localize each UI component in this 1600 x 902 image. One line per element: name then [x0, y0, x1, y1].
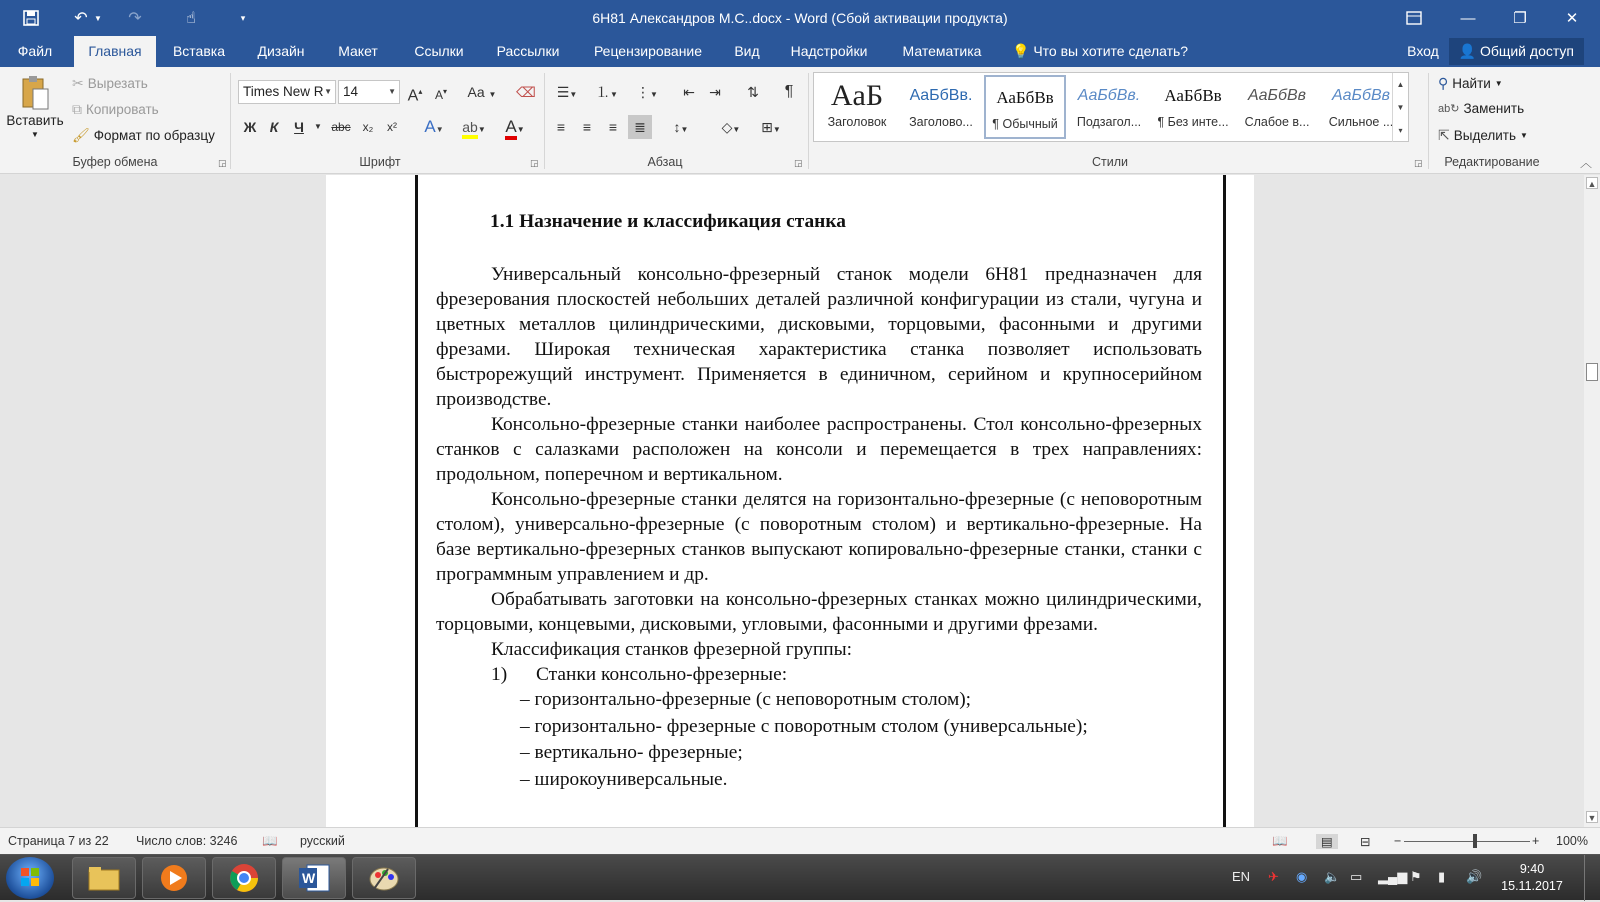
- page-count[interactable]: Страница 7 из 22: [8, 834, 109, 848]
- style-sample: АаБбВв.: [1077, 87, 1141, 104]
- paint-taskbar-button[interactable]: [352, 857, 416, 899]
- multilevel-list-icon[interactable]: ⋮▼: [636, 84, 658, 100]
- tab-home[interactable]: Главная: [74, 36, 156, 67]
- save-icon[interactable]: [16, 0, 46, 36]
- style-name: Сильное ...: [1328, 115, 1394, 129]
- tab-review[interactable]: Рецензирование: [593, 43, 703, 59]
- tab-math[interactable]: Математика: [902, 43, 982, 59]
- format-painter-label: Формат по образцу: [93, 128, 215, 143]
- svg-text:W: W: [302, 870, 316, 886]
- document-page[interactable]: [326, 175, 1254, 827]
- paragraph: Консольно-фрезерные станки делятся на горизонтально-фрезерные (с неповоротным столом), универсально-фрезерные (с поворотным столом) и вертикально-фрезерные. На базе вертикально-фрезерных станков выпускают копировально-фрезерные станки, станки с программным управлением и др.: [436, 489, 1202, 585]
- style-name: Заголовок: [827, 115, 887, 129]
- undo-icon[interactable]: ↶: [74, 10, 88, 27]
- cut-button[interactable]: [72, 75, 148, 92]
- input-language[interactable]: EN: [1232, 869, 1251, 884]
- touch-mode-icon[interactable]: ☝: [186, 10, 196, 27]
- customize-icon[interactable]: ▾: [240, 12, 246, 23]
- taskbar: [0, 854, 1600, 900]
- tab-design[interactable]: Дизайн: [257, 43, 305, 59]
- copy-button[interactable]: [72, 101, 159, 118]
- minimize-icon[interactable]: —: [1460, 9, 1476, 27]
- paragraph: Обрабатывать заготовки на консольно-фрезерных станках можно цилиндрическими, торцовыми, концевыми, дисковыми, угловыми, фасонными и другими фрезами.: [436, 589, 1202, 635]
- styles-gallery: [813, 72, 1409, 142]
- media-player-icon: [159, 863, 189, 893]
- chevron-down-icon: ▼: [324, 87, 332, 96]
- clipboard-group-label: Буфер обмена: [72, 155, 158, 169]
- style-no-spacing[interactable]: [1152, 75, 1234, 139]
- select-label: Выделить: [1453, 128, 1517, 143]
- borders-icon[interactable]: ⊞▼: [761, 119, 781, 135]
- font-name-value: Times New R: [243, 84, 324, 99]
- superscript-button[interactable]: x²: [387, 120, 397, 134]
- styles-launcher-icon[interactable]: ◲: [1414, 158, 1423, 168]
- word-icon: [297, 863, 331, 893]
- scroll-down-icon[interactable]: ▼: [1587, 813, 1597, 823]
- paragraph: Универсальный консольно-фрезерный станок модели 6Н81 предназначен для фрезерования плоскостей небольших деталей различной конфигурации из стали, чугуна и цветных металлов цилиндрическими, дисковыми, торцовыми, фасонными и другими фрезами. Широкая техническая характеристика станка позволяет использовать быстрорежущий инструмент. Применяется в единичном, серийном и крупносерийном производстве.: [436, 264, 1202, 410]
- brush-icon: 🖌: [72, 127, 90, 143]
- read-mode-icon[interactable]: 📖: [1272, 834, 1288, 848]
- style-subtle-emphasis[interactable]: [1236, 75, 1318, 139]
- tab-view[interactable]: Вид: [734, 43, 760, 59]
- copy-icon: ⧉: [72, 101, 82, 117]
- grow-font-label: A: [407, 87, 419, 105]
- subscript-button[interactable]: x₂: [362, 120, 374, 134]
- cursor-icon: ⇱: [1438, 127, 1450, 143]
- list-number: 1): [491, 664, 508, 685]
- show-desktop-button[interactable]: [1584, 855, 1600, 901]
- justify-icon[interactable]: ≣: [628, 115, 652, 139]
- status-bar: [0, 827, 1600, 854]
- replace-label: Заменить: [1463, 101, 1525, 116]
- clock-date: 15.11.2017: [1501, 879, 1563, 893]
- zoom-out-icon[interactable]: −: [1394, 834, 1402, 848]
- scissors-icon: ✂: [72, 75, 84, 91]
- editing-group-label: Редактирование: [1444, 155, 1540, 169]
- find-label: Найти: [1452, 76, 1491, 91]
- paste-dropdown-icon: ▼: [31, 130, 39, 139]
- tab-references[interactable]: Ссылки: [414, 43, 464, 59]
- paragraph: Классификация станков фрезерной группы:: [491, 639, 853, 660]
- ribbon-tabs: [0, 36, 1600, 67]
- zoom-thumb[interactable]: [1473, 834, 1477, 848]
- tab-mailings[interactable]: Рассылки: [496, 43, 560, 59]
- explorer-taskbar-button[interactable]: [72, 857, 136, 899]
- tab-layout[interactable]: Макет: [338, 43, 378, 59]
- strikethrough-button[interactable]: abc: [331, 120, 351, 134]
- search-icon: ⚲: [1438, 75, 1449, 91]
- tell-me-text: Что вы хотите сделать?: [1033, 43, 1189, 59]
- print-layout-icon[interactable]: ▤: [1316, 834, 1338, 849]
- style-name: ¶ Обычный: [992, 117, 1058, 131]
- gallery-down-icon[interactable]: ▼: [1392, 96, 1408, 119]
- tell-me-box[interactable]: [1012, 36, 1192, 67]
- list-item: [436, 662, 1202, 687]
- document-area: [0, 175, 1584, 827]
- zoom-level[interactable]: 100%: [1556, 834, 1588, 848]
- ribbon: [0, 67, 1600, 174]
- folder-icon: [87, 864, 121, 892]
- clipboard-launcher-icon[interactable]: ◲: [218, 158, 227, 168]
- windows-logo-icon: [6, 857, 54, 899]
- tray-app-icon[interactable]: ✈: [1268, 869, 1279, 884]
- select-button[interactable]: ⇱ Выделить ▼: [1438, 127, 1528, 143]
- signin-link[interactable]: Вход: [1407, 43, 1439, 59]
- show-marks-icon[interactable]: ¶: [784, 83, 794, 100]
- chrome-taskbar-button[interactable]: [212, 857, 276, 899]
- tab-addins[interactable]: Надстройки: [790, 43, 868, 59]
- italic-button[interactable]: К: [269, 119, 279, 135]
- style-sample: AaБбВв.: [909, 87, 973, 104]
- replace-icon: ab↻: [1438, 103, 1460, 115]
- style-sample: AaБ: [830, 79, 884, 112]
- ribbon-options-icon[interactable]: [1388, 0, 1440, 36]
- paste-button[interactable]: [6, 75, 64, 139]
- shading-icon[interactable]: ◇▼: [721, 119, 741, 135]
- restore-icon[interactable]: ❐: [1513, 10, 1527, 27]
- gallery-more-icon[interactable]: ▾: [1392, 119, 1408, 142]
- group-separator: [1428, 73, 1429, 169]
- group-separator: [808, 73, 809, 169]
- share-label: Общий доступ: [1479, 43, 1574, 59]
- style-sample: АаБбВв: [1164, 86, 1222, 105]
- numbering-icon[interactable]: ⒈▼: [596, 84, 618, 100]
- redo-icon[interactable]: ↷: [128, 10, 142, 27]
- paint-icon: [368, 863, 400, 893]
- bullets-icon[interactable]: ☰▼: [556, 84, 578, 100]
- style-name: ¶ Без инте...: [1157, 115, 1229, 129]
- scroll-thumb[interactable]: [1586, 363, 1598, 381]
- font-name-combo[interactable]: [238, 80, 336, 104]
- web-layout-icon[interactable]: ⊟: [1360, 835, 1371, 849]
- section-heading: 1.1 Назначение и классификация станка: [490, 211, 846, 232]
- sort-icon[interactable]: ⇅: [747, 84, 759, 100]
- find-button[interactable]: ⚲ Найти ▼: [1438, 75, 1503, 91]
- tab-file[interactable]: Файл: [17, 43, 53, 59]
- copy-label: Копировать: [86, 102, 159, 117]
- style-sample: АаБбВв: [1247, 87, 1306, 104]
- align-center-icon[interactable]: ≡: [582, 119, 592, 135]
- align-right-icon[interactable]: ≡: [608, 119, 618, 135]
- paste-icon: [20, 75, 50, 111]
- font-color-icon[interactable]: A▼: [498, 115, 532, 139]
- clock-time: 9:40: [1519, 862, 1545, 876]
- media-player-taskbar-button[interactable]: [142, 857, 206, 899]
- decrease-indent-icon[interactable]: ⇤: [683, 84, 695, 100]
- bullet-item: – горизонтально- фрезерные с поворотным столом (универсальные);: [520, 715, 1088, 737]
- style-sample: АаБбВв: [1331, 87, 1390, 104]
- style-heading[interactable]: [816, 75, 898, 139]
- volume-icon[interactable]: 🔊: [1466, 869, 1483, 884]
- grow-font-button[interactable]: A▴: [407, 87, 423, 105]
- start-button[interactable]: [6, 857, 54, 899]
- chevron-down-icon: ▼: [388, 87, 396, 96]
- style-sample: АаБбВв: [996, 88, 1054, 107]
- paragraph-group-label: Абзац: [647, 155, 683, 169]
- font-group-label: Шрифт: [359, 155, 401, 169]
- network-globe-icon[interactable]: ◉: [1296, 869, 1308, 884]
- paragraph-launcher-icon[interactable]: ◲: [794, 158, 803, 168]
- clock[interactable]: [1498, 861, 1566, 895]
- font-launcher-icon[interactable]: ◲: [530, 158, 539, 168]
- style-name: Подзагол...: [1076, 115, 1142, 129]
- title-bar: [0, 0, 1600, 36]
- share-button[interactable]: [1449, 38, 1584, 65]
- line-spacing-icon[interactable]: ↕▼: [673, 119, 689, 135]
- collapse-ribbon-icon[interactable]: ︿: [1579, 156, 1592, 170]
- speaker-icon[interactable]: 🔈: [1324, 869, 1341, 884]
- clear-formatting-icon[interactable]: ⌫: [516, 84, 536, 100]
- underline-dropdown-icon[interactable]: ▼: [314, 122, 322, 131]
- bold-button[interactable]: Ж: [243, 119, 257, 135]
- vertical-scrollbar[interactable]: [1584, 175, 1600, 827]
- paste-label: Вставить: [6, 113, 64, 128]
- paragraph: Консольно-фрезерные станки наиболее распространены. Стол консольно-фрезерных станков с салазками расположен на консоли и перемещается в трех направлениях: продольном, поперечном и вертикальном.: [436, 414, 1202, 485]
- proofing-icon[interactable]: 📖: [262, 834, 278, 848]
- list-item-text: Станки консольно-фрезерные:: [536, 664, 788, 685]
- zoom-slider[interactable]: [1404, 841, 1530, 842]
- shrink-font-button[interactable]: A▾: [434, 87, 448, 102]
- battery-icon[interactable]: ▮: [1438, 869, 1446, 884]
- replace-button[interactable]: [1438, 101, 1524, 116]
- styles-group-label: Стили: [1091, 155, 1128, 169]
- style-name: Слабое в...: [1244, 115, 1310, 129]
- word-taskbar-button[interactable]: [282, 857, 346, 899]
- zoom-in-icon[interactable]: +: [1532, 834, 1540, 848]
- close-icon[interactable]: ✕: [1565, 10, 1579, 27]
- group-separator: [230, 73, 231, 169]
- scroll-up-icon[interactable]: ▲: [1587, 179, 1597, 189]
- document-title: 6Н81 Александров М.С..docx - Word (Сбой активации продукта): [592, 10, 1008, 26]
- format-painter-button[interactable]: [72, 127, 215, 144]
- chrome-icon: [228, 862, 260, 894]
- style-heading-1[interactable]: [900, 75, 982, 139]
- group-separator: [544, 73, 545, 169]
- font-size-value: 14: [343, 84, 359, 99]
- style-name: Заголово...: [909, 115, 973, 129]
- change-case-label: Aa: [467, 84, 485, 100]
- text-effects-icon[interactable]: A▼: [424, 117, 444, 136]
- tab-insert[interactable]: Вставка: [172, 43, 226, 59]
- bullet-item: – широкоуниверсальные.: [520, 768, 728, 790]
- align-left-icon[interactable]: ≡: [556, 119, 566, 135]
- person-icon: 👤: [1458, 43, 1480, 59]
- bullet-item: – вертикально- фрезерные;: [520, 742, 743, 763]
- font-size-combo[interactable]: [338, 80, 400, 104]
- style-normal[interactable]: [984, 75, 1066, 139]
- increase-indent-icon[interactable]: ⇥: [709, 84, 721, 100]
- flag-icon[interactable]: ⚑: [1410, 869, 1422, 884]
- underline-button[interactable]: Ч: [294, 119, 304, 135]
- undo-dropdown-icon[interactable]: ▼: [94, 13, 102, 23]
- style-intense-emphasis[interactable]: [1320, 75, 1402, 139]
- style-subtitle[interactable]: [1068, 75, 1150, 139]
- bullet-item: – горизонтально-фрезерные (с неповоротным столом);: [520, 689, 972, 710]
- language[interactable]: русский: [300, 834, 345, 848]
- highlight-icon[interactable]: ab▼: [456, 115, 492, 139]
- change-case-button[interactable]: Aa ▼: [467, 84, 497, 100]
- shrink-font-label: A: [434, 88, 443, 102]
- signal-icon[interactable]: ▂▄▆: [1378, 869, 1408, 884]
- word-count[interactable]: Число слов: 3246: [136, 834, 238, 848]
- action-center-icon[interactable]: ▭: [1350, 869, 1363, 884]
- gallery-up-icon[interactable]: ▲: [1392, 73, 1408, 96]
- cut-label: Вырезать: [87, 76, 148, 91]
- lightbulb-icon: 💡: [1012, 43, 1034, 59]
